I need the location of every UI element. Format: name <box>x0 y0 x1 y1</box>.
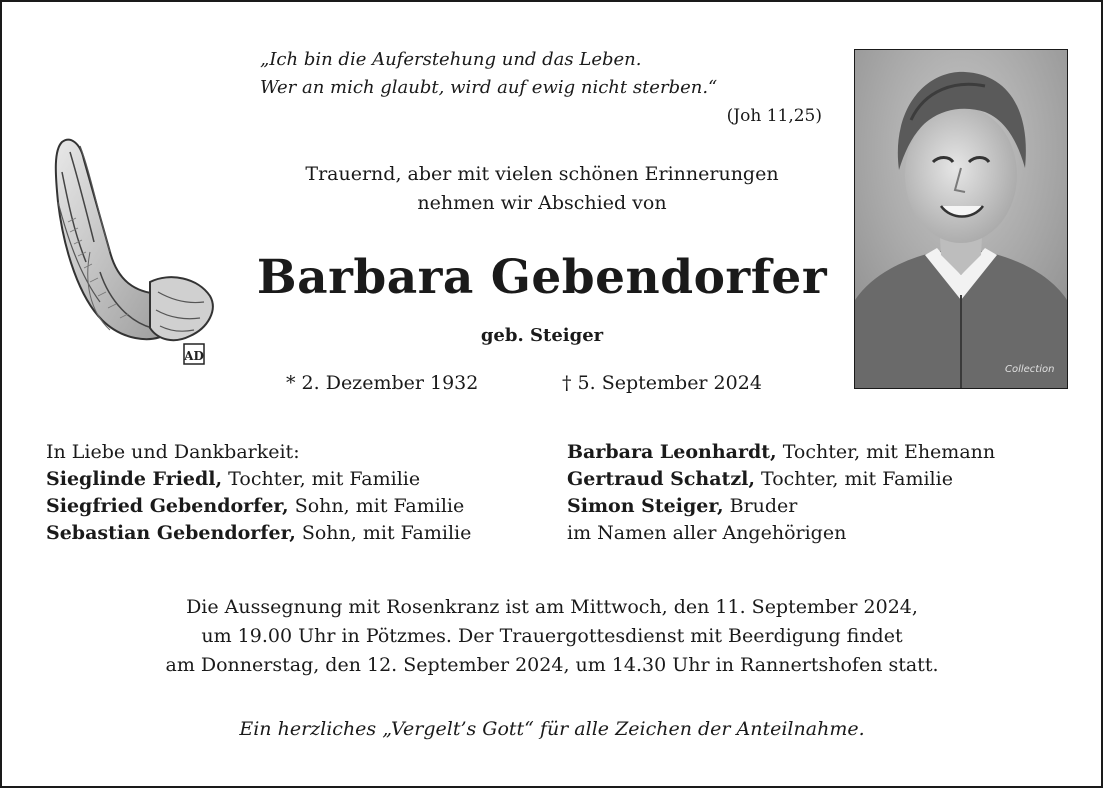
intro-line-1: Trauernd, aber mit vielen schönen Erinnerungen <box>305 163 779 185</box>
mourners-right <box>567 439 1087 547</box>
mourner-relation: Tochter, mit Ehemann <box>776 441 996 463</box>
svg-text:AD: AD <box>184 349 204 363</box>
mourner-name: Barbara Leonhardt, <box>567 441 777 463</box>
praying-hands-icon <box>40 132 230 377</box>
maiden-name: geb. Steiger <box>480 325 604 346</box>
quote-line-1: „Ich bin die Auferstehung und das Leben. <box>260 49 642 70</box>
portrait-photo <box>854 49 1068 389</box>
mourner-name: Sebastian Gebendorfer, <box>46 522 296 544</box>
mourner-relation: Sohn, mit Familie <box>295 522 472 544</box>
quote-line-2: Wer an mich glaubt, wird auf ewig nicht sterben.“ <box>260 77 718 98</box>
mourner-relation: Tochter, mit Familie <box>222 468 421 490</box>
mourner-relation: im Namen aller Angehörigen <box>567 522 847 544</box>
mourner-row <box>46 520 546 547</box>
mourner-name: Simon Steiger, <box>567 495 724 517</box>
mourner-row <box>567 493 1087 520</box>
mourner-name: Sieglinde Friedl, <box>46 468 223 490</box>
intro-text <box>252 160 832 218</box>
thanks-text: Ein herzliches „Vergelt’s Gott“ für alle Zeichen der Anteilnahme. <box>239 718 865 740</box>
funeral-line-2: um 19.00 Uhr in Pötzmes. Der Trauergottesdienst mit Beerdigung findet <box>201 625 903 647</box>
funeral-details <box>42 593 1062 680</box>
mourner-row <box>567 466 1087 493</box>
intro-line-2: nehmen wir Abschied von <box>417 192 667 214</box>
mourner-relation: Bruder <box>723 495 798 517</box>
mourner-name: Siegfried Gebendorfer, <box>46 495 289 517</box>
mourners-left <box>46 439 546 547</box>
deceased-name: Barbara Gebendorfer <box>256 250 828 305</box>
death-date: † 5. September 2024 <box>562 372 762 394</box>
mourner-row <box>46 466 546 493</box>
birth-date: * 2. Dezember 1932 <box>286 372 479 394</box>
funeral-line-3: am Donnerstag, den 12. September 2024, um 14.30 Uhr in Rannertshofen statt. <box>165 654 939 676</box>
quote-reference: (Joh 11,25) <box>726 106 822 126</box>
mourner-relation: Tochter, mit Familie <box>754 468 953 490</box>
mourner-relation: Sohn, mit Familie <box>288 495 465 517</box>
mourner-row <box>567 520 1087 547</box>
mourner-relation: In Liebe und Dankbarkeit: <box>46 441 300 463</box>
portrait-image <box>855 50 1067 388</box>
monogram-icon <box>183 344 204 364</box>
mourner-row <box>46 493 546 520</box>
bible-quote <box>260 46 822 130</box>
funeral-line-1: Die Aussegnung mit Rosenkranz ist am Mittwoch, den 11. September 2024, <box>186 596 918 618</box>
svg-text:Collection: Collection <box>1005 364 1055 375</box>
mourner-name: Gertraud Schatzl, <box>567 468 755 490</box>
mourner-row <box>46 439 546 466</box>
mourner-row <box>567 439 1087 466</box>
